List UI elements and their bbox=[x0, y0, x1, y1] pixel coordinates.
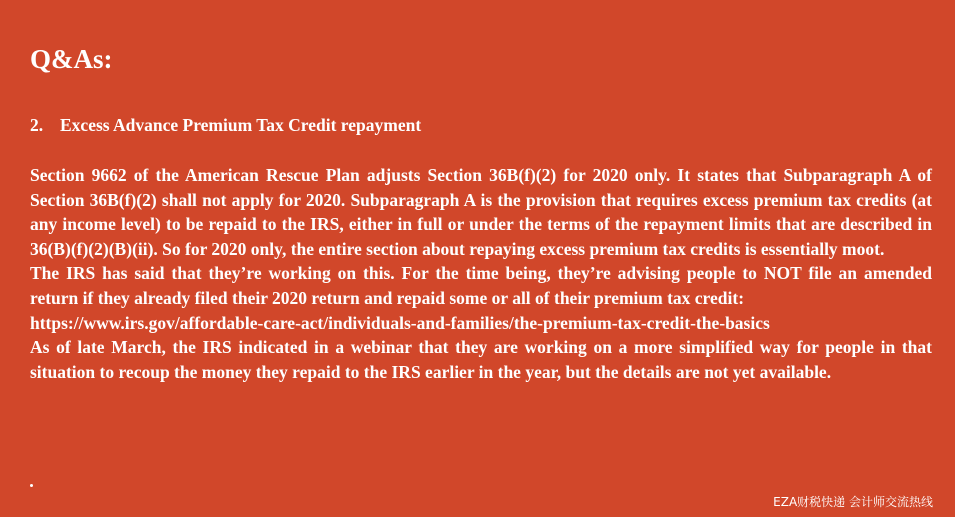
section-heading-text: Excess Advance Premium Tax Credit repayment bbox=[60, 115, 422, 135]
bullet-dot bbox=[30, 484, 33, 487]
irs-url-link[interactable]: https://www.irs.gov/affordable-care-act/individuals-and-families/the-premium-tax-credit-the-basics bbox=[30, 312, 770, 333]
section-heading bbox=[30, 113, 421, 137]
paragraph-irs-webinar: As of late March, the IRS indicated in a webinar that they are working on a more simplified way for people in that situation to recoup the money they repaid to the IRS earlier in the year, but the details are not yet available. bbox=[30, 337, 932, 382]
slide-title: Q&As: bbox=[30, 44, 113, 74]
body-text bbox=[30, 163, 932, 384]
section-number: 2. bbox=[30, 115, 44, 135]
paragraph-american-rescue-plan: Section 9662 of the American Rescue Plan adjusts Section 36B(f)(2) for 2020 only. It states that Subparagraph A of Section 36B(f)(2) shall not apply for 2020. Subparagraph A is the provision that requires excess premium tax credits (at any income level) to be repaid to the IRS, either in full or under the terms of the repayment limits that are described in 36(B)(f)(2)(B)(ii). So for 2020 only, the entire section about repaying excess premium tax credits is essentially moot. bbox=[30, 165, 932, 259]
paragraph-irs-advice: The IRS has said that they’re working on this. For the time being, they’re advising people to NOT file an amended return if they already filed their 2020 return and repaid some or all of their premium tax credit: bbox=[30, 263, 932, 308]
footer-watermark: EZA财税快递 会计师交流热线 bbox=[773, 495, 933, 509]
